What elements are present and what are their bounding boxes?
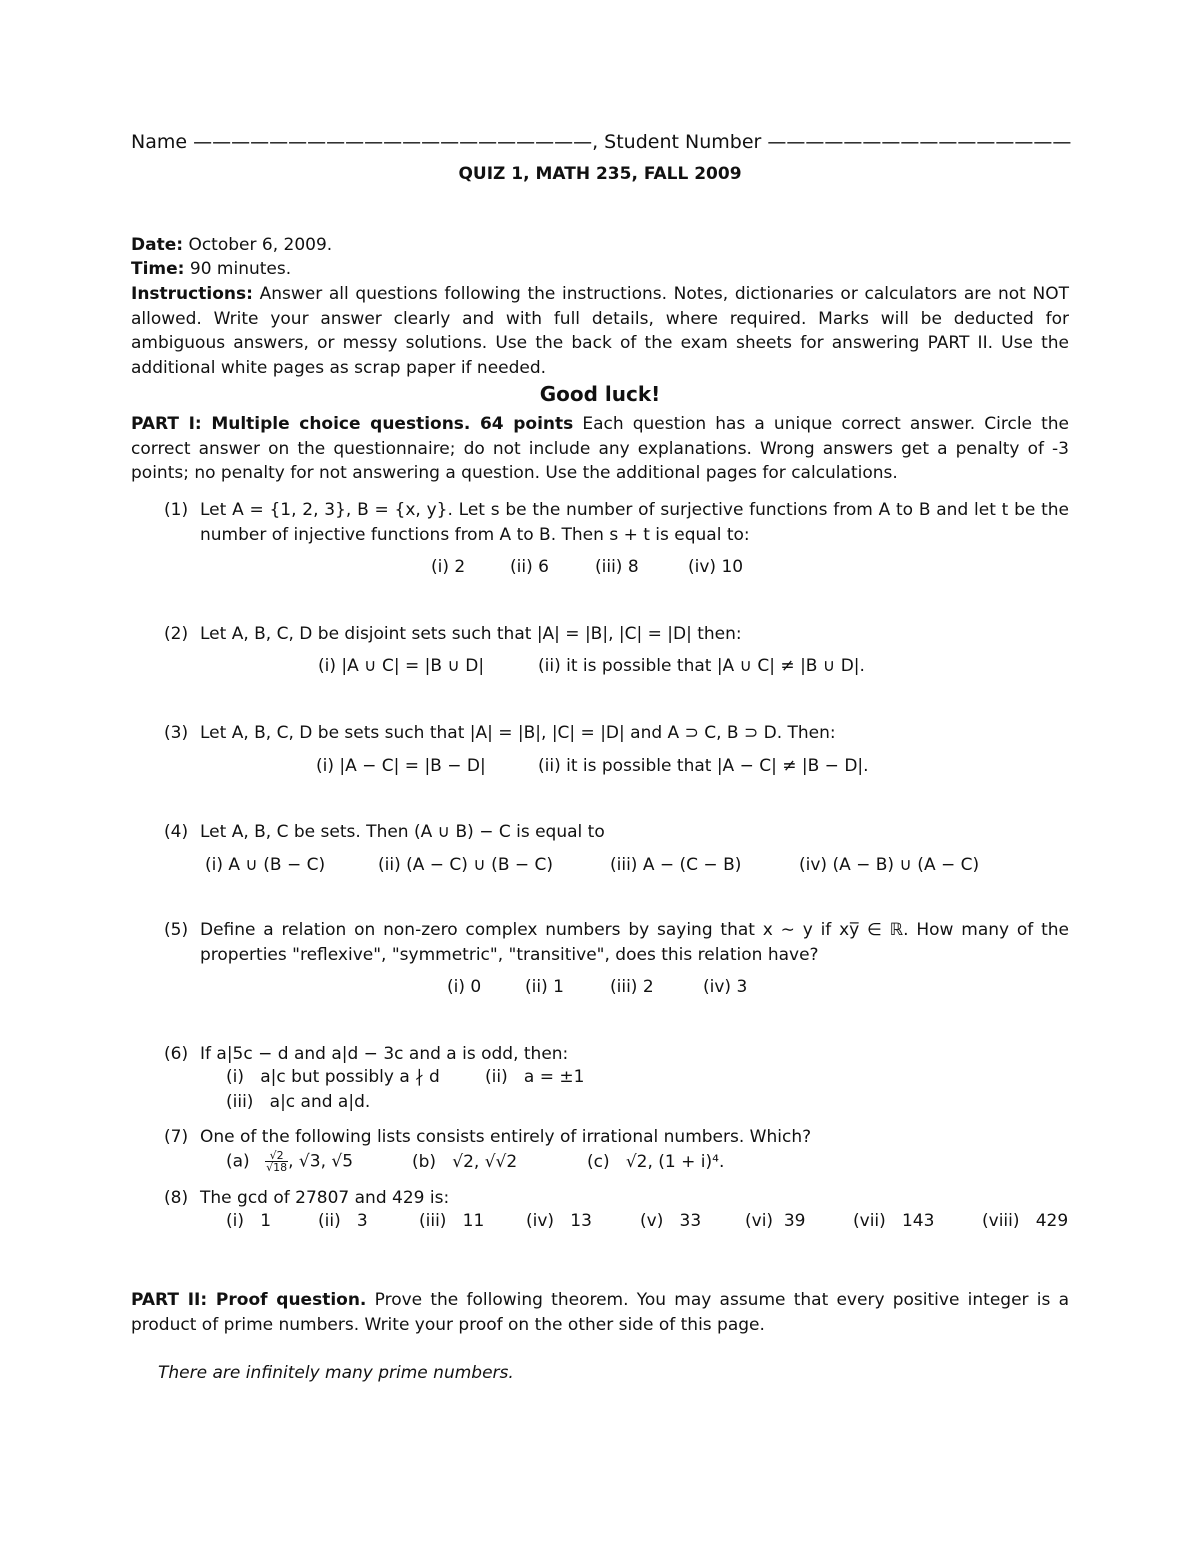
- question-8-text: The gcd of 27807 and 429 is:: [200, 1188, 450, 1208]
- question-5-option-i[interactable]: (i) 0: [447, 977, 482, 997]
- part2-heading: PART II: Proof question.: [131, 1290, 367, 1310]
- question-3-option-i[interactable]: (i) |A − C| = |B − D|: [316, 756, 486, 776]
- question-6-option-i[interactable]: (i) a|c but possibly a ∤ d: [226, 1067, 440, 1087]
- question-3-text: Let A, B, C, D be sets such that |A| = |B|, |C| = |D| and A ⊃ C, B ⊃ D. Then:: [200, 723, 836, 743]
- question-2-option-ii[interactable]: (ii) it is possible that |A ∪ C| ≠ |B ∪ D|.: [538, 656, 865, 676]
- question-8-option-viii[interactable]: (viii) 429: [982, 1211, 1069, 1231]
- question-4-option-i[interactable]: (i) A ∪ (B − C): [205, 855, 326, 875]
- date-label: Date:: [131, 235, 184, 255]
- question-1-option-i[interactable]: (i) 2: [431, 557, 466, 577]
- question-8-option-vii[interactable]: (vii) 143: [853, 1211, 935, 1231]
- question-1-option-iv[interactable]: (iv) 10: [688, 557, 744, 577]
- question-1-option-iii[interactable]: (iii) 8: [595, 557, 639, 577]
- part1-heading: PART I: Multiple choice questions. 64 points: [131, 414, 574, 434]
- quiz-title: QUIZ 1, MATH 235, FALL 2009: [458, 164, 742, 184]
- question-8-option-v[interactable]: (v) 33: [640, 1211, 702, 1231]
- question-4-number: (4): [164, 822, 189, 842]
- question-6-option-iii[interactable]: (iii) a|c and a|d.: [226, 1092, 371, 1112]
- question-8-option-i[interactable]: (i) 1: [226, 1211, 272, 1231]
- question-5-option-iii[interactable]: (iii) 2: [610, 977, 654, 997]
- name-student-number-line: Name —————————————————————, Student Number ————————————————: [131, 131, 1072, 153]
- question-6-number: (6): [164, 1044, 189, 1064]
- question-3-number: (3): [164, 723, 189, 743]
- question-3-option-ii[interactable]: (ii) it is possible that |A − C| ≠ |B − D|.: [538, 756, 869, 776]
- time-label: Time:: [131, 259, 185, 279]
- question-4-text: Let A, B, C be sets. Then (A ∪ B) − C is equal to: [200, 822, 605, 842]
- fraction-numerator: √2: [265, 1150, 288, 1162]
- question-6-option-ii[interactable]: (ii) a = ±1: [485, 1067, 585, 1087]
- question-4-option-ii[interactable]: (ii) (A − C) ∪ (B − C): [378, 855, 554, 875]
- question-7-fraction: [265, 1150, 288, 1173]
- part2-paragraph: [131, 1288, 1069, 1337]
- question-8-number: (8): [164, 1188, 189, 1208]
- question-7-option-a-label: (a): [226, 1151, 250, 1172]
- fraction-denominator: √18: [266, 1161, 288, 1174]
- question-8-option-iv[interactable]: (iv) 13: [526, 1211, 592, 1231]
- instructions-text: Answer all questions following the instructions. Notes, dictionaries or calculators are not NOT allowed. Write your answer clearly and with full details, where required. Marks will be deducted for ambiguous answers, or messy solutions. Use the back of the exam sheets for answering PART II. Use the additional white pages as scrap paper if needed.: [131, 284, 1069, 378]
- part1-text: Each question has a unique correct answer. Circle the correct answer on the questionnaire; do not include any explanations. Wrong answers get a penalty of -3 points; no penalty for not answering a question. Use the additional pages for calculations.: [131, 414, 1069, 483]
- part1-paragraph: [131, 412, 1069, 486]
- good-luck-heading: Good luck!: [539, 382, 661, 406]
- question-7-number: (7): [164, 1127, 189, 1147]
- question-7-text: One of the following lists consists entirely of irrational numbers. Which?: [200, 1127, 812, 1147]
- question-1-option-ii[interactable]: (ii) 6: [510, 557, 549, 577]
- theorem-statement: There are infinitely many prime numbers.: [158, 1363, 514, 1383]
- question-6-text: If a|5c − d and a|d − 3c and a is odd, then:: [200, 1044, 569, 1064]
- question-2-option-i[interactable]: (i) |A ∪ C| = |B ∪ D|: [318, 656, 485, 676]
- question-1-number: (1): [164, 500, 189, 520]
- time-value: 90 minutes.: [184, 259, 292, 279]
- question-5-option-ii[interactable]: (ii) 1: [525, 977, 564, 997]
- instructions-paragraph: [131, 282, 1069, 380]
- question-7-option-a-rest: , √3, √5: [288, 1151, 354, 1172]
- instructions-label: Instructions:: [131, 284, 253, 304]
- question-5-option-iv[interactable]: (iv) 3: [703, 977, 748, 997]
- question-5-number: (5): [164, 920, 189, 940]
- date-value: October 6, 2009.: [183, 235, 333, 255]
- question-7-option-a[interactable]: [226, 1150, 353, 1173]
- question-4-option-iii[interactable]: (iii) A − (C − B): [610, 855, 742, 875]
- question-7-option-b[interactable]: (b) √2, √√2: [412, 1152, 518, 1172]
- question-8-option-ii[interactable]: (ii) 3: [318, 1211, 368, 1231]
- question-8-option-vi[interactable]: (vi) 39: [745, 1211, 806, 1231]
- question-5-text: Define a relation on non-zero complex numbers by saying that x ∼ y if xy̅ ∈ ℝ. How many of the properties "reflexive", "symmetric", "transitive", does this relation have?: [200, 920, 1069, 965]
- part2-text: Prove the following theorem. You may assume that every positive integer is a product of prime numbers. Write your proof on the other side of this page.: [131, 1290, 1069, 1335]
- question-4-option-iv[interactable]: (iv) (A − B) ∪ (A − C): [799, 855, 980, 875]
- question-8-option-iii[interactable]: (iii) 11: [419, 1211, 485, 1231]
- question-2-text: Let A, B, C, D be disjoint sets such that |A| = |B|, |C| = |D| then:: [200, 624, 742, 644]
- question-2-number: (2): [164, 624, 189, 644]
- question-7-option-c[interactable]: (c) √2, (1 + i)⁴.: [587, 1152, 725, 1172]
- date-line: [131, 234, 332, 256]
- time-line: [131, 258, 291, 280]
- question-1-text: Let A = {1, 2, 3}, B = {x, y}. Let s be the number of surjective functions from A to B and let t be the number of injective functions from A to B. Then s + t is equal to:: [200, 500, 1069, 545]
